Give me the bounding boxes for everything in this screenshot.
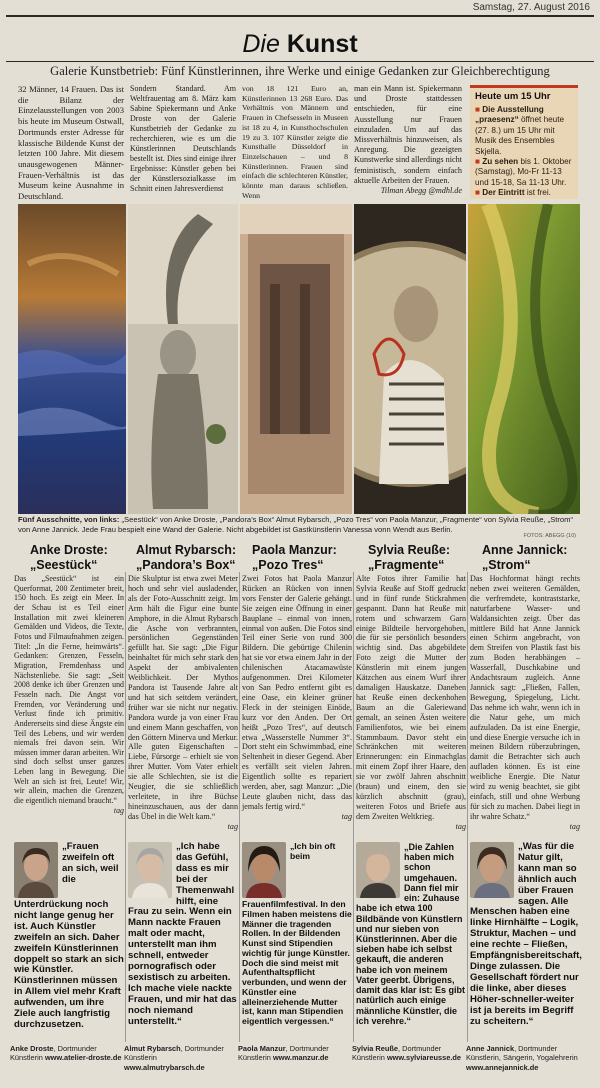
square-bullet-icon: ■ — [475, 188, 480, 198]
quote-reusse — [356, 842, 466, 1026]
portrait-rybarsch-image — [128, 842, 172, 898]
section-headline — [0, 29, 600, 59]
photo-strom — [468, 204, 580, 514]
byline-role: Dortmunder Künstlerin, Sängerin, Yogalehrerin — [466, 1044, 578, 1063]
artwork-title: „Strom“ — [482, 558, 531, 572]
infobox-item-text: bis 1. Oktober (Samstag), Mo-Fr 11-13 und 15-18, Sa 11-13 Uhr. — [475, 157, 572, 187]
byline-name: Anke Droste — [10, 1044, 54, 1053]
artist-body-text: Das Hochformat hängt rechts neben zwei weiteren Gemälden, die verfremdete, kontraststarke, naturfarbene Wasser- und Waldansichten zeigt. Über das mittlere Bild hat Anne Jannick einen Schirm angebracht, von dem Streifen von Plastik fast bis zum Boden herabhängen – Wasserfall, Duschkabine und Andachtsraum zugleich. Anne Jannick sagt: „Fließen, Fallen, Bewegung, Spiegelung, Licht. Das nehme ich wahr, wenn ich in die Natur gehe, um mich aufzuladen. Da ist eine Energie, und diese Energie versuche ich in meinen Bildern rüberzubringen, damit die Betrachter sich auch aufladen können. Es ist eine weibliche Energie. Die Natur wird zu wenig beachtet, sie gibt einfach, still und ohne Werbung für sich zu machen. Dabei liegt in ihr wahre Schatz.“ — [470, 574, 580, 821]
author-tag: tag — [227, 821, 238, 831]
author-tag: tag — [113, 805, 124, 815]
artist-name: Paola Manzur: — [252, 543, 337, 557]
photo-seestueck — [18, 204, 126, 514]
artwork-title: „Fragmente“ — [368, 558, 445, 572]
byline-role: Dortmunder Künstlerin — [124, 1044, 224, 1063]
seascape-painting-image — [18, 204, 126, 514]
artist-heading-jannick — [482, 543, 567, 573]
artist-name: Almut Rybarsch: — [136, 543, 237, 557]
caption-text: „Seestück“ von Anke Droste, „Pandora’s Box“ Almut Rybarsch, „Pozo Tres“ von Paola Manzur, „Fragmente“ von Sylvia Reuße, „Strom“ von Anne Jannick. Jede Frau bespielt eine Wand der Galerie. Nicht abgebildet ist Gastkünstlerin Vanessa vonn Wendt aus Berlin. — [18, 515, 573, 534]
byline-manzur: Paola Manzur, Dortmunder Künstlerin www.manzur.de — [238, 1044, 329, 1063]
byline-website: www.annejannick.de — [466, 1062, 539, 1072]
byline-name: Paola Manzur — [238, 1044, 286, 1053]
infobox-item-label: Zu sehen — [482, 157, 519, 167]
byline-name: Almut Rybarsch — [124, 1044, 181, 1053]
infobox-item-label: Die Ausstellung „praesenz“ — [475, 105, 544, 125]
infobox-item-text: öffnet heute (27. 8.) um 15 Uhr mit Musik des Ensembles Skjella. — [475, 115, 565, 156]
intro-column-1 — [18, 84, 124, 202]
headline-rule — [6, 61, 594, 62]
portrait-photo — [242, 842, 286, 898]
artist-body-text: Zwei Fotos hat Paola Manzur Rücken an Rücken von innen vors Fenster der Galerie gehängt. Sie zeigen eine Öffnung in einer Bauplane – einmal von innen, einmal von außen. Die Fotos sind Teil einer Serie von rund 300 Bildern. Die gebürtige Chilenin hat sie vor etwa einem Jahr in der chilenischen Atacamawüste aufgenommen. Drei Kilometer von San Pedro entfernt gibt es eine Oase, ein kleiner grüner Fleck in der steinigen Einöde, kurz vor den Anden. Der Ort heißt „Pozo Tres“, auf deutsch etwa „Wasserstelle Nummer 3“. Dort steht ein Schwimmbad, eine Seltenheit in dieser Gegend. Aber es verfällt seit vielen Jahren. Eigentlich sollte es repariert werden, aber, sagt Manzur: „Die Leute glauben nicht, dass das jemals fertig wird.“ — [242, 574, 352, 811]
quote-jannick — [470, 842, 580, 1027]
photo-caption — [18, 515, 583, 534]
column-divider — [125, 572, 126, 1042]
byline-rybarsch: Almut Rybarsch, Dortmunder Künstlerin www.almutrybarsch.de — [124, 1044, 224, 1072]
column-divider — [353, 572, 354, 1042]
byline-name: Anne Jannick — [466, 1044, 515, 1053]
quote-droste — [14, 842, 124, 1031]
infobox-item-admission — [475, 188, 573, 198]
intro-text-3: von 18 121 Euro an, Künstlerinnen 13 268 Euro. Das Verhältnis von Männern und Frauen in Chefsesseln in Museen ist 18 zu 4, in Kunsthochschulen 19 zu 3. 107 Künstler zeigte die Kunsthalle Düsseldorf in Einzelschauen – und 8 Künstlerinnen. Frauen sind einfach die schlechteren Künstler, könnte man daraus schließen. Wenn — [242, 84, 348, 200]
author-signature: Tilman Abegg @mdhl.de — [380, 186, 462, 196]
byline-website: www.almutrybarsch.de — [124, 1062, 205, 1072]
byline-droste: Anke Droste, Dortmunder Künstlerin www.atelier-droste.de — [10, 1044, 122, 1063]
photo-credit: FOTOS: ABEGG (10) — [523, 533, 576, 539]
sculpture-image — [128, 204, 238, 514]
byline-website: www.sylviareusse.de — [386, 1053, 462, 1063]
byline-website: www.manzur.de — [272, 1053, 329, 1063]
quote-text: „Frauen zweifeln oft an sich, weil die Unterdrückung noch nicht lange genug her ist. Auch Künstler zweifeln an sich. Daher zweifeln Künstlerinnen doppelt so stark an sich wie Künstler. Künstlerinnen müssen in Allem viel mehr Kraft aufwenden, um ihre Ziele auch langfristig durchzusetzen. — [14, 841, 124, 1030]
column-divider — [239, 572, 240, 1042]
artwork-title: „Pozo Tres“ — [252, 558, 324, 572]
portrait-manzur-image — [242, 842, 286, 898]
infobox-item-label: Der Eintritt — [482, 188, 525, 198]
intro-column-4 — [354, 84, 462, 196]
byline-role: Dortmunder Künstlerin — [238, 1044, 329, 1063]
artist-heading-reusse — [368, 543, 450, 573]
portrait-photo — [14, 842, 58, 898]
artwork-title: „Seestück“ — [30, 558, 98, 572]
photo-pandoras-box — [128, 204, 238, 514]
byline-website: www.atelier-droste.de — [44, 1053, 122, 1063]
square-bullet-icon: ■ — [475, 105, 480, 114]
byline-jannick: Anne Jannick, Dortmunder Künstlerin, Sängerin, Yogalehrerin www.annejannick.de — [466, 1044, 578, 1072]
artist-body-text: Das „Seestück“ ist ein Querformat, 200 Zentimeter breit, 150 hoch. Es zeigt ein Meer. In der Schau ist es Teil einer Installation mit zwei kleineren Gemälden und Videos, die Texte, Fotos und Filmaufnahmen zeigen. Titel: „In die Ferne, heimwärts“. Gedanken: Grenzen, Fesseln, Migration, Fremdenhass und Nächstenliebe. Sie sagt: „Seit 2008 denke ich über Grenzen und Fesseln nach. Die Angst vor Fremden, vor Veränderung und Verlust finde ich primitiv. Andererseits sind diese Ängste ein Teil des Lebens, und wir werden niemals frei davon sein. Wir müssen immer daran arbeiten. Wir sind doch selbst unser ganzes Leben lang in Bewegung. Die Welt an sich ist frei, Leute! Wir, wir allein, machen die Grenzen, die eigentlich niemand braucht.“ — [14, 574, 124, 806]
intro-text-1: 32 Männer, 14 Frauen. Das ist die Bilanz der Einzelausstellungen von 2003 bis heute im Museum Ostwall, Dortmunds erster Adresse für klassische Bildende Kunst der letzten 100 Jahre. Mit diesem unausgewogenen Männer-Frauen-Verhältnis ist das Museum keine Ausnahme in Deutschland. — [18, 84, 124, 202]
quote-text: „Was für die Natur gilt, kann man so ähnlich auch über Frauen sagen. Alle Menschen haben eine linke Hirnhälfte – Logik, Struktur, Machen – und eine rechte – Fließen, Empfängnisbereitschaft, Dinge zulassen. Die Gesellschaft fördert nur die linke, aber dieses Höher-schneller-weiter ist ja bereits im Begriff zu scheitern.“ — [470, 841, 582, 1027]
intro-column-3 — [242, 84, 348, 200]
artist-name: Anke Droste: — [30, 543, 108, 557]
infobox-title: Heute um 15 Uhr — [475, 91, 551, 102]
headline-article: Die — [242, 30, 280, 58]
artist-name: Sylvia Reuße: — [368, 543, 450, 557]
author-tag: tag — [455, 821, 466, 831]
photo-fragmente — [354, 204, 466, 514]
embroidered-photo-image — [354, 204, 466, 514]
article-subhead: Galerie Kunstbetrieb: Fünf Künstlerinnen, ihre Werke und einige Gedanken zur Gleichberechtigung — [50, 64, 550, 78]
artist-body-reusse — [356, 574, 466, 832]
portrait-photo — [128, 842, 172, 898]
square-bullet-icon: ■ — [475, 157, 480, 167]
page-date: Samstag, 27. August 2016 — [472, 2, 590, 13]
author-tag: tag — [341, 811, 352, 821]
pool-photo-image — [240, 204, 352, 514]
quote-manzur — [242, 842, 352, 1027]
quote-text: „Ich bin oft beim Frauenfilmfestival. In den Filmen haben meistens die Männer die tragenden Rollen. In der Bildenden Kunst sind Stipendien wichtig für junge Künstler. Doch die sind meist mit Aufenthaltspflicht verbunden, und wenn der Künstler eine alleinerziehende Mutter ist, kann man Stipendien eigentlich vergessen.“ — [242, 841, 352, 1027]
portrait-reusse-image — [356, 842, 400, 898]
caption-lead: Fünf Ausschnitte, von links: — [18, 515, 120, 524]
portrait-jannick-image — [470, 842, 514, 898]
quote-text: „Ich habe das Gefühl, dass es mir bei der Themenwahl hilft, eine Frau zu sein. Wenn ein Mann nackte Frauen malt oder macht, unterstellt man ihm schnell, entweder pornografisch oder sexistisch zu arbeiten. Ich mache viele nackte Frauen, und mir hat das noch niemand unterstellt.“ — [128, 841, 237, 1027]
infobox-item-hours — [475, 157, 573, 188]
artist-body-jannick — [470, 574, 580, 832]
byline-reusse: Sylvia Reuße, Dortmunder Künstlerin www.sylviareusse.de — [352, 1044, 462, 1063]
artist-body-droste — [14, 574, 124, 815]
intro-column-2 — [130, 84, 236, 193]
artist-heading-droste — [30, 543, 108, 573]
artist-body-text: Die Skulptur ist etwa zwei Meter hoch und sehr viel ausladender, als der Foto-Ausschnitt zeigt. Im Arm hält die Figur eine bunte Amphore, in die Almut Rybarsch die Asche von verbrannten, persönlichen Gegenständen gefüllt hat. Sie sagt: „Die Figur beinhaltet für mich sehr stark den Aspekt der ambivalenten Weiblichkeit. Der Mythos Pandora ist Tausende Jahre alt und hat sich seitdem verändert, früher war sie nicht nur negativ. Pandora wurde ja von einer Frau und einem Mann geschaffen, von den Göttern Minerva und Merkur. Alle guten Eigenschaften – Liebe, Fürsorge – erhielt sie von ihrer Mutter. Vom Vater erhielt sie alle Schlechten, sie ist die Neugier, die sie schließlich verleitete, in ihre Büchse hineinzuschauen, aus der dann das Übel in die Welt kam.“ — [128, 574, 238, 821]
artist-name: Anne Jannick: — [482, 543, 568, 557]
river-painting-image — [468, 204, 580, 514]
byline-role: Dortmunder Künstlerin — [352, 1044, 442, 1063]
artwork-title: „Pandora’s Box“ — [136, 558, 236, 572]
intro-text-2: Sondern Standard. Am Weltfrauentag am 8. März kam Sabine Spiekermann und Anke Droste von der Galerie Kunstbetrieb der Gedanke zu recherchieren, wie es um die Künstlerinnen Deutschlands bestellt ist. Dies sind einige ihrer Ergebnisse: Künstler geben bei der Künstlersozialkasse im Schnitt einen Jahresverdienst — [130, 84, 236, 193]
artist-body-text: Alte Fotos ihrer Familie hat Sylvia Reuße auf Stoff gedruckt und in fünf runde Stickrahmen gespannt. Dann hat Reuße mit rotem und schwarzem Garn einige Bildteile hervorgehoben, die für sie persönlich besonders wichtig sind. Das abgebildete Foto zeigt die Mutter der Künstlerin mit einem jungen Kätzchen aus einem Wurf ihrer damaligen Hauskatze. Daneben hat Reuße einen deckenhohen Baum an die Galeriewand gemalt, an seinen Ästen weitere Familienfotos, wie bei einem Stammbaum. Davor steht ein Schränkchen mit weiteren Erinnerungen: ein Einmachglas mit einem Zopf ihrer Haare, den sie vor zwölf Jahren abschnitt (braun) und einem, den sie kürzlich abschnitt (grau), weiteren Fotos und Briefe aus dem Zweiten Weltkrieg. — [356, 574, 466, 821]
infobox-item-text: ist frei. — [526, 188, 551, 198]
portrait-photo — [470, 842, 514, 898]
infobox-item-opening — [475, 105, 573, 157]
column-divider — [467, 572, 468, 1042]
top-rule — [6, 15, 594, 17]
artist-body-rybarsch — [128, 574, 238, 832]
headline-key: Kunst — [286, 30, 358, 58]
artist-heading-manzur — [252, 543, 337, 573]
artist-heading-rybarsch — [136, 543, 236, 573]
event-infobox — [470, 85, 578, 199]
author-tag: tag — [569, 821, 580, 831]
portrait-photo — [356, 842, 400, 898]
quote-rybarsch — [128, 842, 238, 1027]
quote-text: „Die Zahlen haben mich schon umgehauen. Dann fiel mir ein: Zuhause habe ich etwa 100 Bildbände von Künstlern und nur sieben von Künstlerinnen. Aber die sieben habe ich selbst gekauft, die anderen habe ich von meinem Vater geerbt. Übrigens, damit das klar ist: Es gibt natürlich auch einige männliche Künstler, die ich verehre.“ — [356, 842, 466, 1026]
intro-text-4: man ein Mann ist. Spiekermann und Droste stattdessen entschieden, für eine Ausstellung nur Frauen einzuladen. Um auf das Missverhältnis hinzuweisen, als Anregung. Die gezeigten Kunstwerke sind allerdings nicht feministisch, sondern einfach aktuelle Arbeiten der Frauen. — [354, 84, 463, 185]
portrait-droste-image — [14, 842, 58, 898]
byline-name: Sylvia Reuße — [352, 1044, 399, 1053]
artist-body-manzur — [242, 574, 352, 822]
photo-pozo-tres — [240, 204, 352, 514]
byline-role: Dortmunder Künstlerin — [10, 1044, 97, 1063]
